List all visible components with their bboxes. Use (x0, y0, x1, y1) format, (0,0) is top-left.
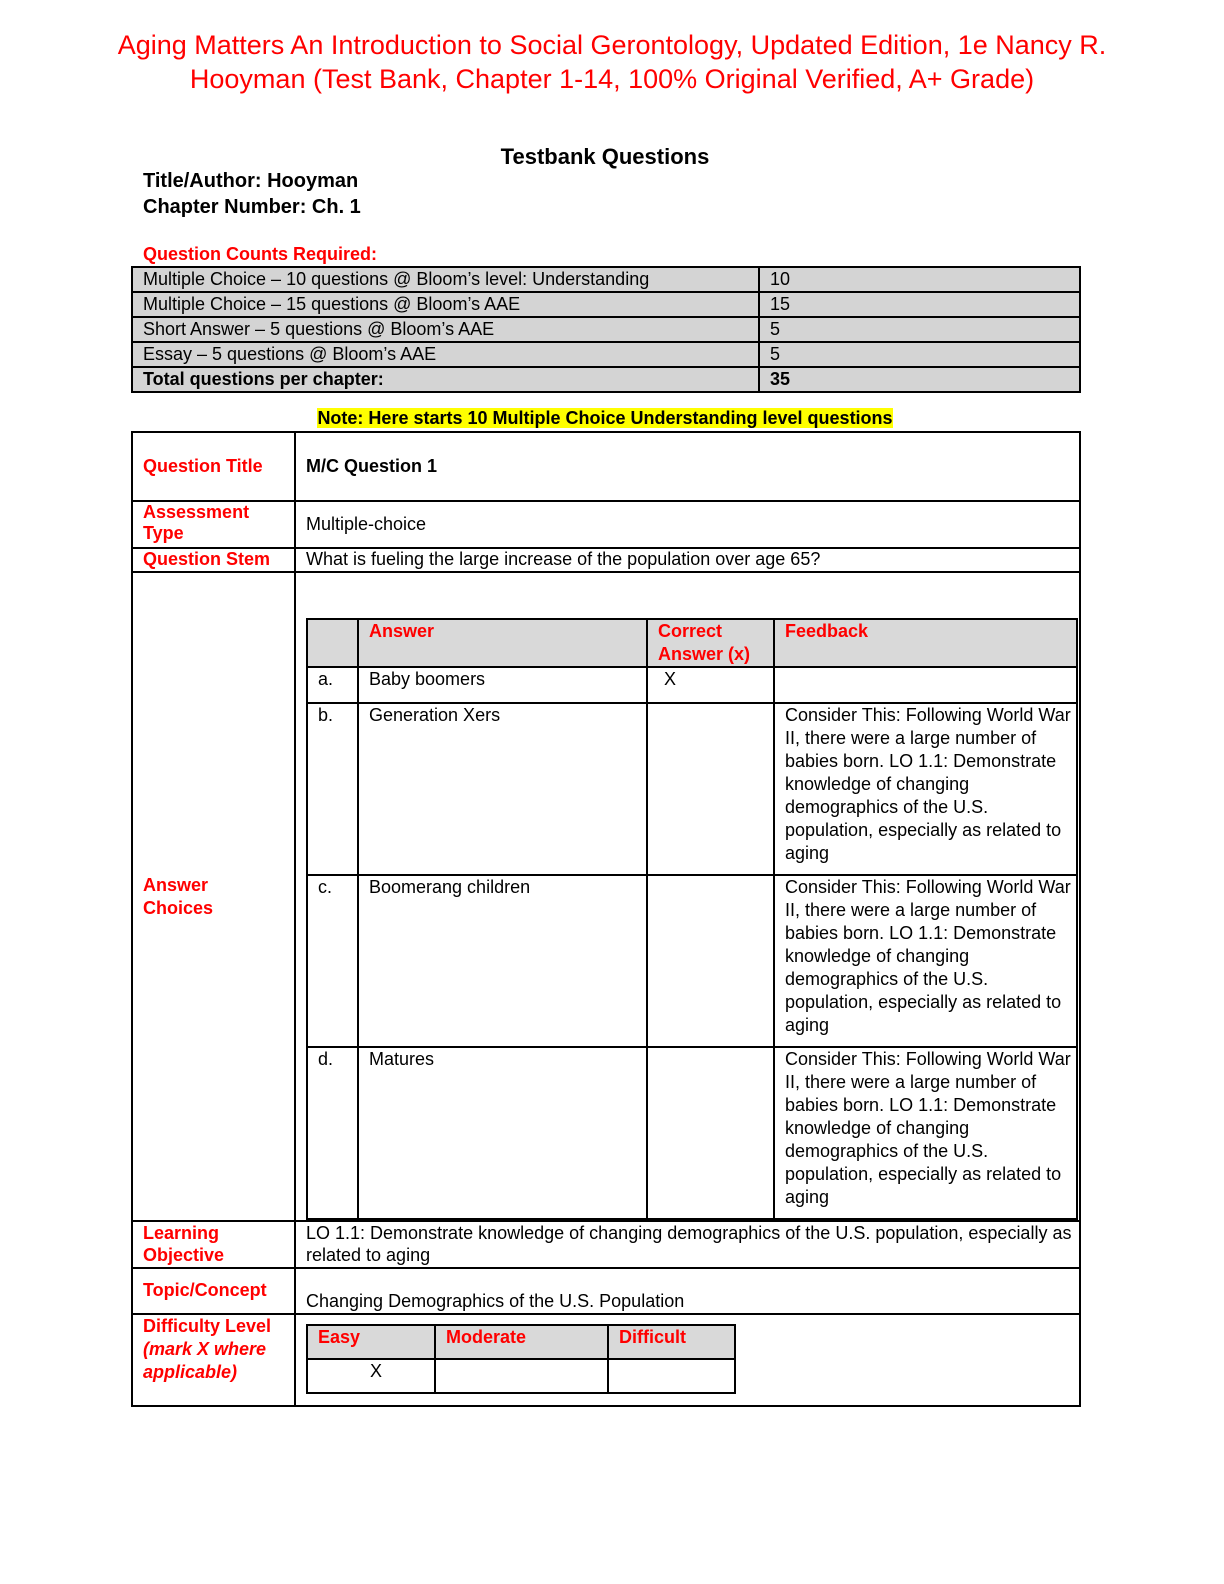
table-row (132, 501, 1080, 548)
choice-letter: c. (307, 875, 358, 1047)
table-row (132, 548, 1080, 572)
table-row (132, 292, 1080, 317)
row-label: Topic/Concept (132, 1268, 295, 1314)
answer-choice-row (307, 875, 1077, 1047)
table-row (307, 619, 1077, 667)
document-title: Aging Matters An Introduction to Social Gerontology, Updated Edition, 1e Nancy R. Hooyman (Test Bank, Chapter 1-14, 100% Original Verified, A+ Grade) (117, 30, 1107, 94)
table-row (132, 1221, 1080, 1268)
column-header: Correct Answer (x) (647, 619, 774, 667)
table-row (132, 342, 1080, 367)
correct-mark (647, 875, 774, 1047)
assessment-type: Multiple-choice (295, 501, 1080, 548)
question-stem: What is fueling the large increase of the population over age 65? (295, 548, 1080, 572)
difficulty-table (306, 1324, 736, 1394)
column-header: Difficult (608, 1325, 735, 1359)
table-row (132, 432, 1080, 501)
count-label: Multiple Choice – 15 questions @ Bloom’s AAE (132, 292, 759, 317)
table-row (132, 267, 1080, 292)
title-author: Title/Author: Hooyman (143, 170, 359, 192)
column-header: Moderate (435, 1325, 608, 1359)
counts-label: Question Counts Required: (143, 244, 377, 264)
answer-choice-row (307, 703, 1077, 875)
question-table (131, 431, 1081, 1407)
topic-concept: Changing Demographics of the U.S. Population (295, 1268, 1080, 1314)
difficulty-mark (435, 1359, 608, 1393)
choice-feedback: Consider This: Following World War II, there were a large number of babies born. LO 1.1: Demonstrate knowledge of changing demographics of the U.S. population, especially as related to aging (774, 1047, 1077, 1219)
answer-choice-row (307, 1047, 1077, 1219)
table-row (132, 1268, 1080, 1314)
count-value: 5 (759, 317, 1080, 342)
choice-feedback: Consider This: Following World War II, there were a large number of babies born. LO 1.1: Demonstrate knowledge of changing demographics of the U.S. population, especially as related to aging (774, 703, 1077, 875)
section-note (0, 408, 1210, 429)
choice-text: Generation Xers (358, 703, 647, 875)
choice-text: Baby boomers (358, 667, 647, 703)
learning-objective: LO 1.1: Demonstrate knowledge of changing demographics of the U.S. population, especially as related to aging (295, 1221, 1080, 1268)
row-label: Question Title (132, 432, 295, 501)
question-counts-table (131, 266, 1081, 393)
table-row (132, 1314, 1080, 1406)
choice-feedback (774, 667, 1077, 703)
choice-letter: a. (307, 667, 358, 703)
count-label: Essay – 5 questions @ Bloom’s AAE (132, 342, 759, 367)
column-header: Answer (358, 619, 647, 667)
table-row (307, 1359, 735, 1393)
correct-mark: X (647, 667, 774, 703)
choice-letter: b. (307, 703, 358, 875)
note-text: Note: Here starts 10 Multiple Choice Understanding level questions (317, 408, 893, 428)
table-row (132, 572, 1080, 1221)
question-title: M/C Question 1 (295, 432, 1080, 501)
row-label: Answer Choices (132, 572, 295, 1221)
count-value: 10 (759, 267, 1080, 292)
count-value: 15 (759, 292, 1080, 317)
correct-mark (647, 703, 774, 875)
column-header: Easy (307, 1325, 435, 1359)
testbank-heading: Testbank Questions (500, 144, 710, 169)
table-row (132, 317, 1080, 342)
difficulty-note: (mark X where applicable) (143, 1339, 267, 1382)
count-label: Total questions per chapter: (132, 367, 759, 392)
column-header: Feedback (774, 619, 1077, 667)
choice-text: Boomerang children (358, 875, 647, 1047)
choice-text: Matures (358, 1047, 647, 1219)
row-label: Assessment Type (132, 501, 295, 548)
table-row (132, 367, 1080, 392)
row-label: Learning Objective (132, 1221, 295, 1268)
row-label: Question Stem (132, 548, 295, 572)
count-value: 35 (759, 367, 1080, 392)
answer-choices-table (306, 618, 1078, 1220)
difficulty-mark (608, 1359, 735, 1393)
correct-mark (647, 1047, 774, 1219)
count-label: Multiple Choice – 10 questions @ Bloom’s level: Understanding (132, 267, 759, 292)
difficulty-mark: X (307, 1359, 435, 1393)
chapter-number: Chapter Number: Ch. 1 (143, 196, 361, 218)
choice-letter: d. (307, 1047, 358, 1219)
count-value: 5 (759, 342, 1080, 367)
count-label: Short Answer – 5 questions @ Bloom’s AAE (132, 317, 759, 342)
answer-choice-row (307, 667, 1077, 703)
row-label: Difficulty Level (143, 1316, 272, 1336)
table-row (307, 1325, 735, 1359)
choice-feedback: Consider This: Following World War II, there were a large number of babies born. LO 1.1: Demonstrate knowledge of changing demographics of the U.S. population, especially as related to aging (774, 875, 1077, 1047)
